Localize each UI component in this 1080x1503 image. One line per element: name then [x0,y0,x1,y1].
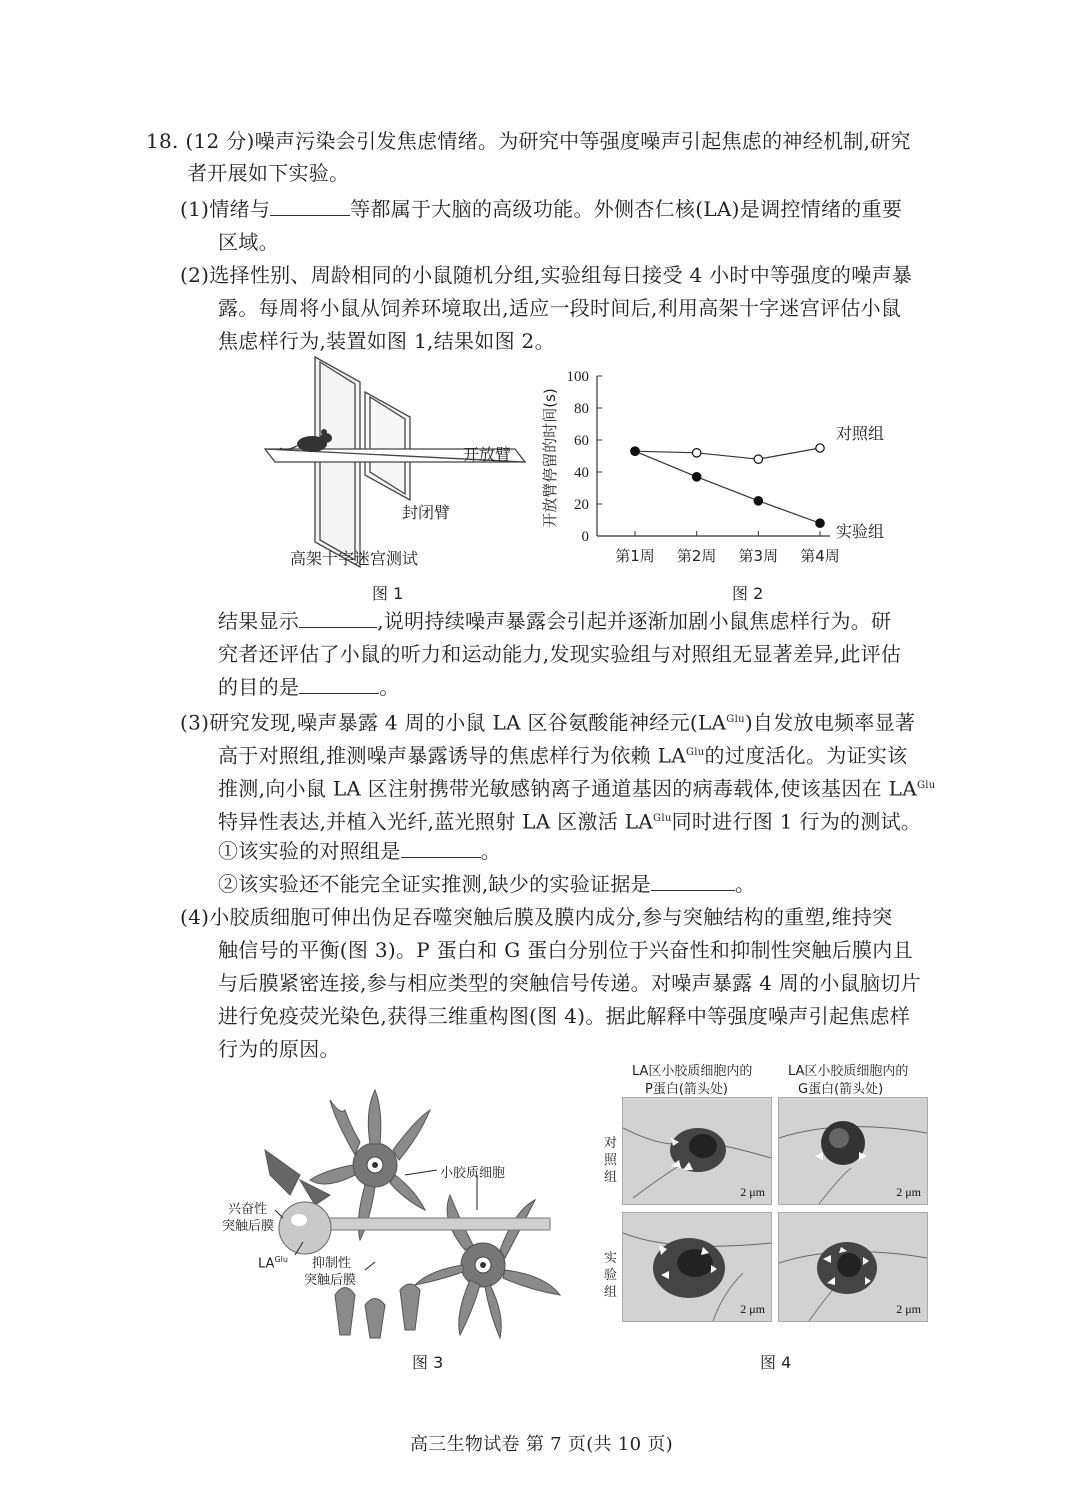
la-glu-label [258,1255,288,1271]
data-point [816,519,824,527]
scale-bar-label: 2 μm [896,1185,921,1199]
part1-text-b: 等都属于大脑的高级功能。外侧杏仁核(LA)是调控情绪的重要 [350,197,903,221]
figure-3-illustration [215,1080,575,1340]
part3-sub2-text: ②该实验还不能完全证实推测,缺少的实验证据是 [218,872,651,896]
part3-line4 [218,806,921,835]
inhibitory-label-1: 抑制性 [312,1256,352,1271]
part3-text-a: (3)研究发现,噪声暴露 4 周的小鼠 LA 区谷氨酸能神经元(LA [180,710,727,735]
glu-sup: Glu [916,780,936,791]
inhibitory-label-2: 突触后膜 [304,1273,357,1288]
part1-line1 [180,196,902,222]
open-arm-label: 开放臂 [463,445,512,464]
part2-line3: 焦虑样行为,装置如图 1,结果如图 2。 [218,329,555,353]
fig4-col1-header-b: P蛋白(箭头处) [645,1082,728,1097]
data-point [631,447,639,455]
question-intro: (12 分)噪声污染会引发焦虑情绪。为研究中等强度噪声引起焦虑的神经机制,研究 [185,129,911,153]
data-point [692,449,700,457]
series-line [635,451,820,523]
answer-blank-2[interactable] [299,609,377,628]
result-text-b: ,说明持续噪声暴露会引起并逐渐加剧小鼠焦虑样行为。研 [377,609,892,633]
data-point [754,455,762,463]
result-text-a: 结果显示 [218,609,300,633]
part4-line5: 行为的原因。 [218,1037,340,1061]
result-text-c: 的目的是 [218,675,300,699]
page-footer: 高三生物试卷 第 7 页(共 10 页) [410,1434,674,1455]
fig4-panel-control-p [622,1097,772,1205]
part3-line1 [180,707,915,736]
fig4-row1-label: 对照组 [604,1136,618,1185]
fig4-col2-header-a: LA区小胶质细胞内的 [788,1064,909,1079]
y-tick-label: 60 [574,433,589,449]
answer-blank-5[interactable] [651,872,735,891]
y-tick-label: 40 [574,465,589,481]
part3-sub1-end: 。 [480,839,502,863]
part3-sub2-end: 。 [734,872,756,896]
fig4-panel-exp-g [778,1212,928,1322]
legend-label: 实验组 [836,522,885,542]
part3-text-f: 特异性表达,并植入光纤,蓝光照射 LA 区激活 LA [218,809,654,834]
part1-text-a: (1)情绪与 [180,197,271,221]
fig4-panel-control-g [778,1097,928,1205]
series-line [635,448,820,459]
la-glu-sup: Glu [274,1255,288,1264]
fig1-subtitle: 高架十字迷宫测试 [290,549,419,568]
fig4-col2-header-b: G蛋白(箭头处) [798,1082,884,1097]
part3-text-b: )自发放电频率显著 [744,710,916,735]
part2-line1: (2)选择性别、周龄相同的小鼠随机分组,实验组每日接受 4 小时中等强度的噪声暴 [180,263,913,287]
result-line2: 究者还评估了小鼠的听力和运动能力,发现实验组与对照组无显著差异,此评估 [218,642,902,666]
part3-sub2 [218,871,755,897]
y-tick-label: 80 [574,401,589,417]
fig4-col1-header-a: LA区小胶质细胞内的 [632,1064,753,1079]
y-tick-label: 0 [581,529,589,545]
fig4-caption: 图 4 [760,1353,792,1372]
x-tick-label: 第2周 [676,547,717,565]
part3-text-g: 同时进行图 1 行为的测试。 [671,809,922,834]
part3-sub1 [218,838,501,864]
legend-label: 对照组 [836,424,885,443]
part3-text-d: 的过度活化。为证实该 [704,743,908,768]
data-point [692,473,700,481]
excitatory-label-1: 兴奋性 [228,1202,268,1217]
result-text-d: 。 [379,675,400,699]
part3-text-e: 推测,向小鼠 LA 区注射携带光敏感钠离子通道基因的病毒载体,使该基因在 LA [218,776,917,801]
data-point [754,497,762,505]
x-tick-label: 第4周 [800,547,840,565]
question-number: 18. [146,129,179,153]
scale-bar-label: 2 μm [740,1302,765,1316]
fig4-panel-exp-p [622,1212,772,1322]
result-line1 [218,608,891,634]
y-tick-label: 20 [574,497,589,513]
part3-line3 [218,773,935,802]
question-header [146,128,911,154]
answer-blank-4[interactable] [401,839,481,858]
data-point [816,444,824,452]
closed-arm-label: 封闭臂 [402,503,451,522]
part3-line2 [218,740,907,769]
y-tick-label: 100 [566,369,589,385]
answer-blank-1[interactable] [270,197,350,216]
part4-line4: 进行免疫荧光染色,获得三维重构图(图 4)。据此解释中等强度噪声引起焦虑样 [218,1004,911,1028]
glu-sup: Glu [653,813,672,824]
glu-sup: Glu [685,747,705,758]
part1-line2: 区域。 [218,230,279,254]
fig1-caption: 图 1 [372,584,404,603]
part4-line1: (4)小胶质细胞可伸出伪足吞噬突触后膜及膜内成分,参与突触结构的重塑,维持突 [180,905,893,929]
part3-sub1-text: ①该实验的对照组是 [218,839,401,863]
answer-blank-3[interactable] [299,675,379,694]
fig3-caption: 图 3 [412,1353,444,1372]
excitatory-label-2: 突触后膜 [222,1219,275,1234]
part3-text-c: 高于对照组,推测噪声暴露诱导的焦虑样行为依赖 LA [218,743,686,768]
part4-line3: 与后膜紧密连接,参与相应类型的突触信号传递。对噪声暴露 4 周的小鼠脑切片 [218,971,921,995]
glu-sup: Glu [726,714,745,725]
scale-bar-label: 2 μm [896,1302,921,1316]
figure-2-chart [530,360,900,575]
fig4-row2-label: 实验组 [604,1251,618,1300]
y-axis-label: 开放臂停留的时间(s) [541,388,559,528]
microglia-label: 小胶质细胞 [440,1166,506,1181]
x-tick-label: 第3周 [738,547,779,565]
x-tick-label: 第1周 [615,547,655,565]
fig2-caption: 图 2 [732,584,764,603]
scale-bar-label: 2 μm [740,1185,765,1199]
result-line3 [218,674,400,700]
question-intro-line2: 者开展如下实验。 [187,161,350,185]
part4-line2: 触信号的平衡(图 3)。P 蛋白和 G 蛋白分别位于兴奋性和抑制性突触后膜内且 [218,938,913,962]
part2-line2: 露。每周将小鼠从饲养环境取出,适应一段时间后,利用高架十字迷宫评估小鼠 [218,296,902,320]
la-text: LA [258,1256,275,1272]
